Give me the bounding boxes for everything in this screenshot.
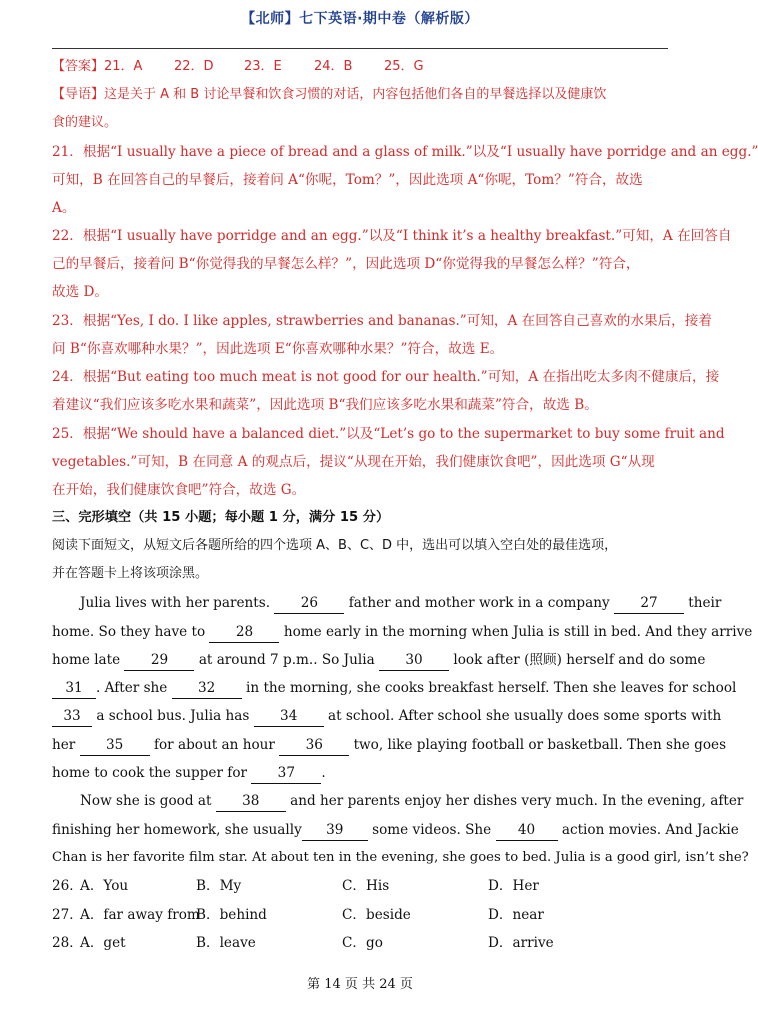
option-b[interactable]: B．My bbox=[196, 878, 242, 894]
passage-line bbox=[80, 593, 722, 614]
passage-text: home early in the morning when Julia is still in bed. And they arrive bbox=[283, 624, 753, 640]
answer-item: 22．D bbox=[174, 59, 214, 74]
passage-text: Now she is good at bbox=[80, 793, 212, 809]
passage-text: look after (照顾) herself and do some bbox=[453, 652, 706, 668]
option-number: 26． bbox=[52, 878, 83, 894]
option-a[interactable]: A．get bbox=[80, 935, 126, 951]
passage-line bbox=[52, 678, 737, 699]
option-d[interactable]: D．Her bbox=[488, 878, 539, 894]
explanation-22-line-2: 己的早餐后，接着问 B“你觉得我的早餐怎么样？”，因此选项 D“你觉得我的早餐怎么样？”符合， bbox=[52, 256, 640, 272]
blank-37[interactable]: 37 bbox=[251, 763, 321, 784]
passage-line bbox=[52, 622, 753, 643]
passage-text: for about an hour bbox=[153, 737, 275, 753]
passage-text: her bbox=[52, 737, 76, 753]
blank-36[interactable]: 36 bbox=[279, 735, 349, 756]
explanation-25-line-2: vegetables.”可知，B 在同意 A 的观点后，提议“从现在开始，我们健康饮食吧”，因此选项 G“从现 bbox=[52, 454, 655, 470]
passage-text: . After she bbox=[96, 680, 168, 696]
answer-label: 【答案】 bbox=[52, 59, 105, 74]
answer-line bbox=[52, 57, 672, 77]
explanation-22-line-1: 22．根据“I usually have porridge and an egg.”以及“I think it’s a healthy breakfast.”可知，A 在回答自 bbox=[52, 228, 732, 244]
explanation-21-line-3: A。 bbox=[52, 200, 76, 216]
section-title: 三、完形填空（共 15 小题；每小题 1 分，满分 15 分） bbox=[52, 510, 390, 525]
page-footer: 第 14 页 共 24 页 bbox=[307, 977, 413, 992]
header-divider bbox=[52, 48, 668, 49]
passage-text: father and mother work in a company bbox=[348, 595, 610, 611]
option-c[interactable]: C．go bbox=[342, 935, 383, 951]
passage-text: home late bbox=[52, 652, 121, 668]
blank-30[interactable]: 30 bbox=[379, 650, 449, 671]
passage-text: in the morning, she cooks breakfast herself. Then she leaves for school bbox=[246, 680, 737, 696]
blank-33[interactable]: 33 bbox=[52, 706, 92, 727]
passage-text: action movies. And Jackie bbox=[561, 822, 739, 838]
option-number: 27． bbox=[52, 907, 83, 923]
guide-line-2: 食的建议。 bbox=[52, 115, 118, 130]
explanation-25-line-3: 在开始，我们健康饮食吧”符合，故选 G。 bbox=[52, 482, 306, 498]
explanation-24-line-1: 24．根据“But eating too much meat is not good for our health.”可知，A 在指出吃太多肉不健康后，接 bbox=[52, 369, 720, 385]
passage-text: home. So they have to bbox=[52, 624, 206, 640]
answer-item: 24．B bbox=[314, 59, 353, 74]
blank-27[interactable]: 27 bbox=[614, 593, 684, 614]
page-header-title: 【北师】七下英语·期中卷（解析版） bbox=[241, 11, 479, 27]
blank-26[interactable]: 26 bbox=[274, 593, 344, 614]
passage-line: Chan is her favorite film star. At about ten in the evening, she goes to bed. Julia is a good girl, isn’t she? bbox=[52, 850, 749, 865]
explanation-23-line-1: 23．根据“Yes, I do. I like apples, strawberries and bananas.”可知，A 在回答自己喜欢的水果后，接着 bbox=[52, 313, 712, 329]
explanation-22-line-3: 故选 D。 bbox=[52, 284, 109, 300]
blank-38[interactable]: 38 bbox=[216, 791, 286, 812]
section-instruction-2: 并在答题卡上将该项涂黑。 bbox=[52, 566, 209, 581]
blank-39[interactable]: 39 bbox=[302, 820, 368, 841]
explanation-21-line-1: 21．根据“I usually have a piece of bread and a glass of milk.”以及“I usually have porridge and an egg.” bbox=[52, 144, 758, 160]
passage-text: . bbox=[321, 765, 326, 781]
blank-32[interactable]: 32 bbox=[172, 678, 242, 699]
option-number: 28． bbox=[52, 935, 83, 951]
passage-text: two, like playing football or basketball. Then she goes bbox=[353, 737, 727, 753]
passage-text: and her parents enjoy her dishes very much. In the evening, after bbox=[290, 793, 744, 809]
option-a[interactable]: A．You bbox=[80, 878, 129, 894]
blank-29[interactable]: 29 bbox=[124, 650, 194, 671]
blank-31[interactable]: 31 bbox=[52, 678, 96, 699]
explanation-21-line-2: 可知，B 在回答自己的早餐后，接着问 A“你呢，Tom？”，因此选项 A“你呢，Tom？”符合，故选 bbox=[52, 172, 643, 188]
passage-line bbox=[52, 735, 727, 756]
blank-40[interactable]: 40 bbox=[496, 820, 558, 841]
passage-text: a school bus. Julia has bbox=[96, 708, 250, 724]
option-d[interactable]: D．arrive bbox=[488, 935, 554, 951]
passage-text: finishing her homework, she usually bbox=[52, 822, 302, 838]
option-c[interactable]: C．His bbox=[342, 878, 390, 894]
explanation-23-line-2: 问 B“你喜欢哪种水果？”，因此选项 E“你喜欢哪种水果？”符合，故选 E。 bbox=[52, 341, 504, 357]
passage-text: home to cook the supper for bbox=[52, 765, 247, 781]
section-instruction-1: 阅读下面短文，从短文后各题所给的四个选项 A、B、C、D 中，选出可以填入空白处的最佳选项， bbox=[52, 538, 618, 553]
guide-line-1: 【导语】这是关于 A 和 B 讨论早餐和饮食习惯的对话，内容包括他们各自的早餐选择以及健康饮 bbox=[52, 87, 607, 102]
passage-line bbox=[52, 763, 672, 784]
explanation-24-line-2: 着建议“我们应该多吃水果和蔬菜”，因此选项 B“我们应该多吃水果和蔬菜”符合，故选 B。 bbox=[52, 397, 598, 413]
answer-item: 23．E bbox=[244, 59, 282, 74]
passage-text: Julia lives with her parents. bbox=[80, 595, 271, 611]
explanation-25-line-1: 25．根据“We should have a balanced diet.”以及“Let’s go to the supermarket to buy some fruit and bbox=[52, 426, 725, 442]
option-d[interactable]: D．near bbox=[488, 907, 544, 923]
passage-text: some videos. She bbox=[372, 822, 492, 838]
blank-35[interactable]: 35 bbox=[80, 735, 150, 756]
passage-text: their bbox=[688, 595, 722, 611]
answer-item: 21．A bbox=[104, 59, 143, 74]
answer-item: 25．G bbox=[384, 59, 424, 74]
option-c[interactable]: C．beside bbox=[342, 907, 411, 923]
option-b[interactable]: B．leave bbox=[196, 935, 256, 951]
blank-28[interactable]: 28 bbox=[209, 622, 279, 643]
passage-line bbox=[80, 791, 744, 812]
blank-34[interactable]: 34 bbox=[254, 706, 324, 727]
option-b[interactable]: B．behind bbox=[196, 907, 267, 923]
passage-line bbox=[52, 650, 706, 671]
passage-line bbox=[52, 820, 739, 841]
passage-line bbox=[52, 706, 722, 727]
passage-text: at school. After school she usually does some sports with bbox=[328, 708, 722, 724]
passage-text: at around 7 p.m.. So Julia bbox=[198, 652, 375, 668]
option-a[interactable]: A．far away from bbox=[80, 907, 200, 923]
